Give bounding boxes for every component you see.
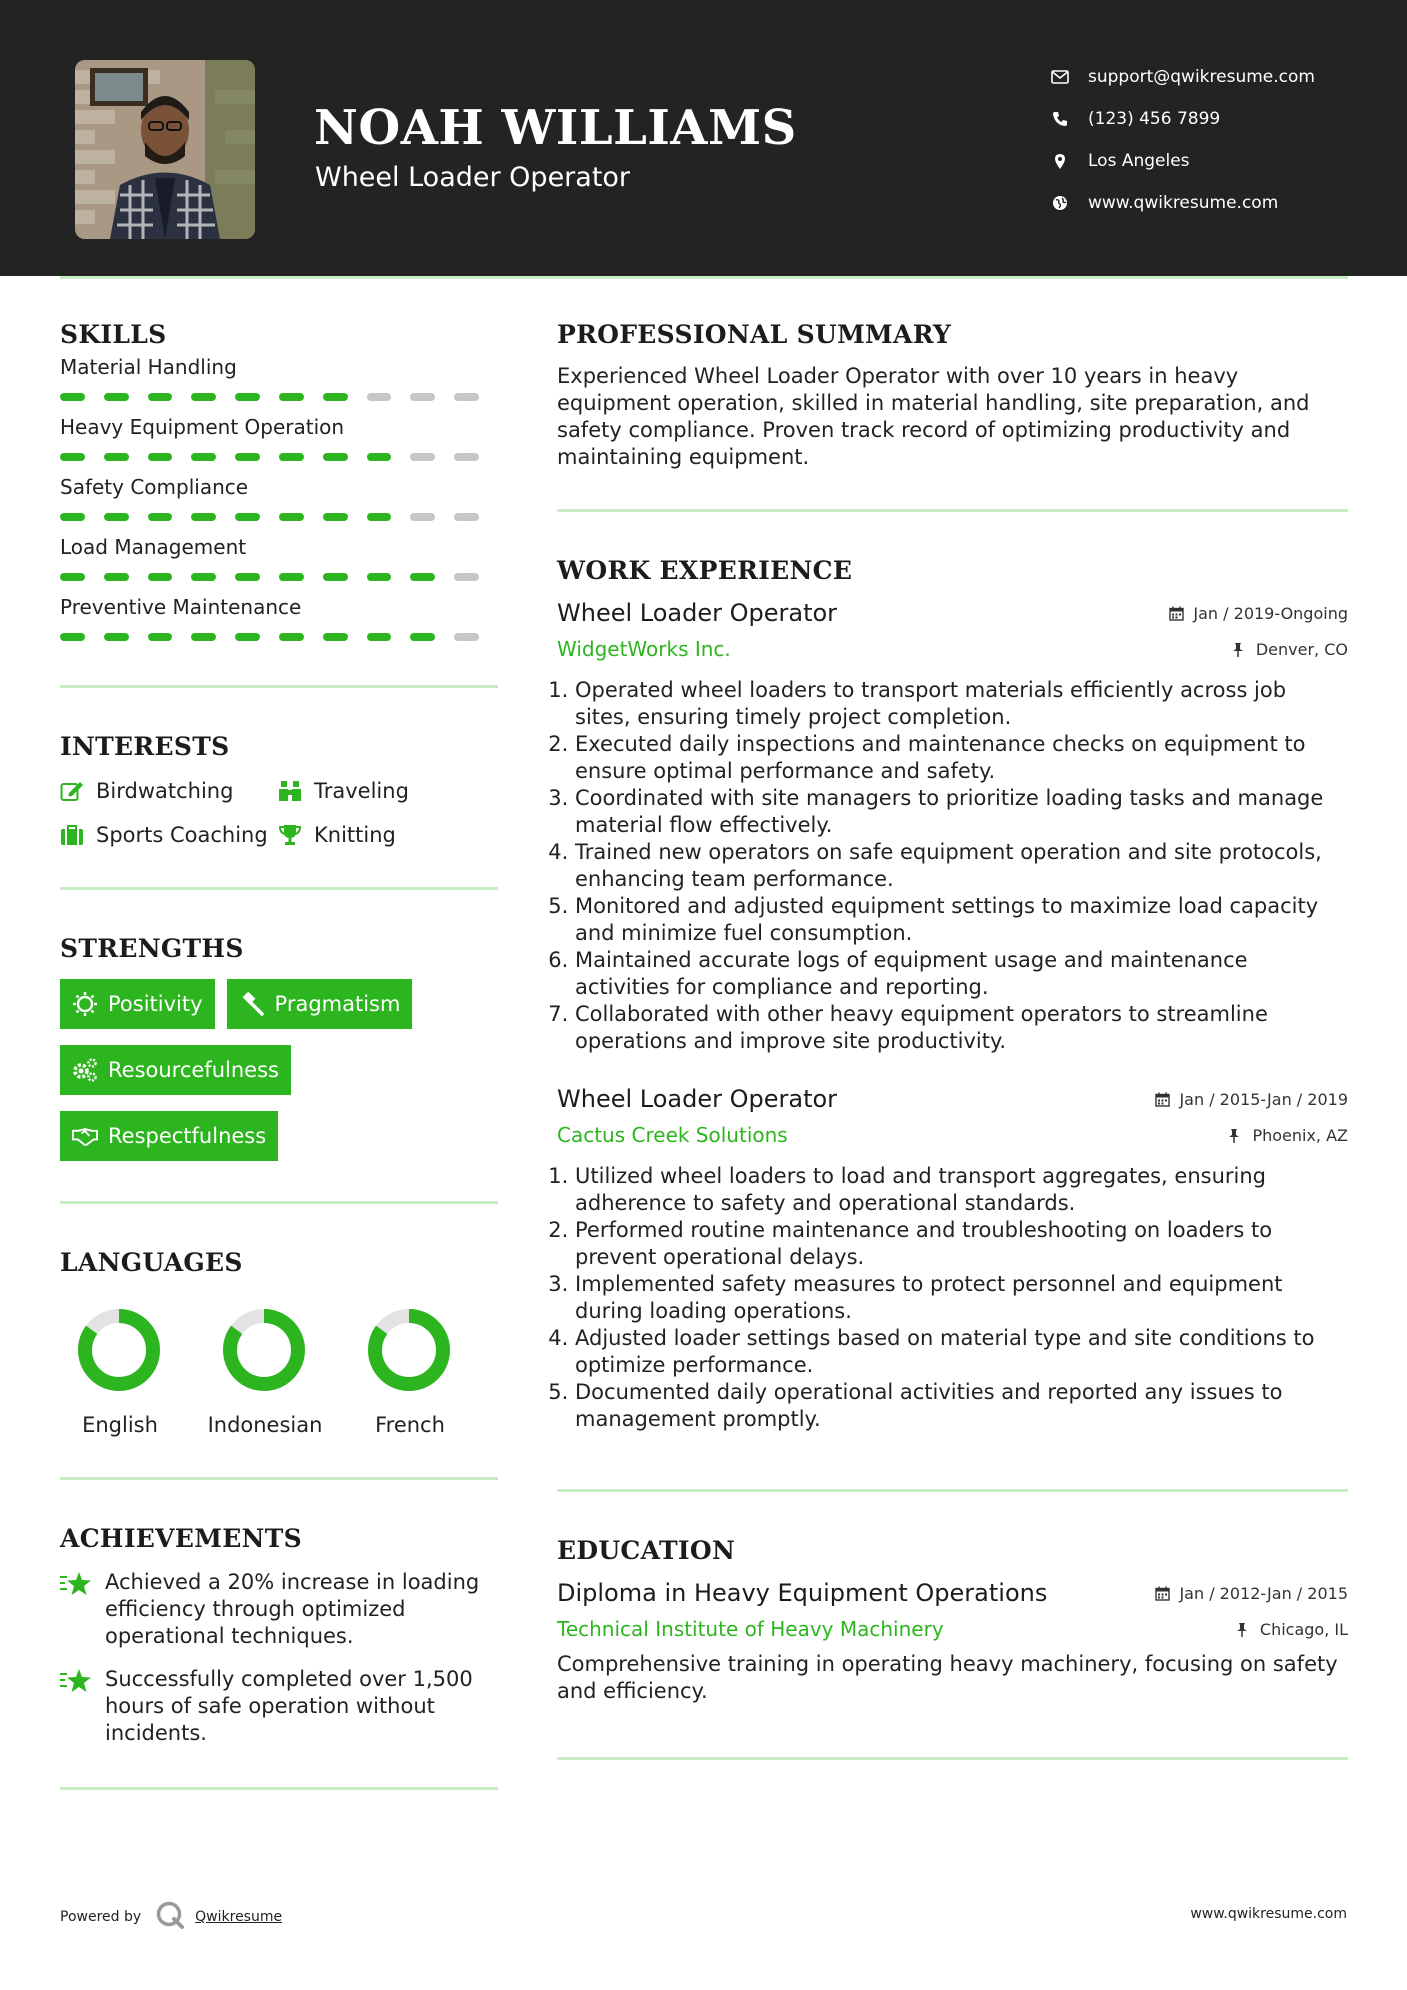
skill-item: [60, 475, 498, 521]
contact-website[interactable]: [1050, 182, 1315, 224]
header-divider: [60, 276, 1348, 279]
skill-dash-empty: [454, 633, 479, 641]
education-dates: [1155, 1584, 1348, 1603]
experience-title: WORK EXPERIENCE: [557, 556, 853, 585]
languages-title: LANGUAGES: [60, 1248, 243, 1277]
skill-dash-filled: [279, 453, 304, 461]
contact-list: [1050, 56, 1315, 224]
globe-icon: [1050, 193, 1070, 213]
language-label: French: [375, 1413, 445, 1437]
strengths-section: [60, 934, 498, 1177]
candidate-name: NOAH WILLIAMS: [314, 100, 797, 156]
star-icon: [60, 1569, 92, 1597]
education-section: [557, 1536, 1348, 1705]
skill-dash-filled: [104, 633, 129, 641]
skill-dash-filled: [148, 513, 173, 521]
cogs-icon: [72, 1057, 98, 1083]
achievements-section: [60, 1524, 498, 1747]
star-icon: [60, 1666, 92, 1694]
skill-dash-filled: [367, 573, 392, 581]
skill-dash-filled: [279, 633, 304, 641]
achievement-item: [60, 1666, 498, 1747]
education-location-text: Chicago, IL: [1259, 1619, 1348, 1639]
skill-dash-filled: [148, 633, 173, 641]
skill-dash-filled: [191, 453, 216, 461]
powered-by-text: Powered by: [60, 1909, 142, 1925]
skill-dash-empty: [410, 513, 435, 521]
skill-label: Material Handling: [60, 355, 237, 379]
calendar-icon: [1169, 606, 1185, 622]
gavel-icon: [239, 991, 265, 1017]
interest-item: [278, 823, 478, 847]
achievement-text: Successfully completed over 1,500 hours of safe operation without incidents.: [105, 1667, 473, 1745]
calendar-icon: [1155, 1586, 1171, 1602]
pushpin-icon: [1236, 1621, 1252, 1637]
skill-dash-filled: [323, 573, 348, 581]
skill-dash-filled: [323, 453, 348, 461]
handshake-icon: [72, 1123, 98, 1149]
job-bullet: 3. Implemented safety measures to protect personnel and equipment during loading operations.: [575, 1271, 1348, 1325]
language-item: [60, 1307, 205, 1437]
section-divider: [60, 887, 498, 890]
job-company: Cactus Creek Solutions: [557, 1123, 788, 1147]
skill-dash-filled: [235, 633, 260, 641]
education-location: [1236, 1620, 1348, 1639]
section-divider: [60, 1787, 498, 1790]
summary-section: [557, 320, 1348, 471]
section-divider: [557, 1757, 1348, 1760]
skill-dash-empty: [454, 393, 479, 401]
strength-badge: [60, 1045, 291, 1095]
interest-label: Birdwatching: [96, 779, 234, 803]
skill-item: [60, 535, 498, 581]
skill-label: Preventive Maintenance: [60, 595, 302, 619]
skill-dash-filled: [323, 633, 348, 641]
strengths-list: [60, 979, 498, 1177]
skill-rating: [60, 453, 498, 461]
job-entry: [557, 599, 1348, 1055]
skill-label: Load Management: [60, 535, 247, 559]
skill-rating: [60, 573, 498, 581]
skill-item: [60, 355, 498, 401]
achievement-text: Achieved a 20% increase in loading efficiency through optimized operational techniques.: [105, 1570, 480, 1648]
skill-dash-filled: [367, 453, 392, 461]
skill-dash-filled: [191, 513, 216, 521]
skill-dash-empty: [454, 513, 479, 521]
language-label: English: [82, 1413, 158, 1437]
qwikresume-logo-icon: [155, 1900, 185, 1934]
job-bullet: 2. Performed routine maintenance and troubleshooting on loaders to prevent operational delays.: [575, 1217, 1348, 1271]
skill-dash-filled: [104, 453, 129, 461]
summary-text: Experienced Wheel Loader Operator with over 10 years in heavy equipment operation, skilled in material handling, site preparation, and safety compliance. Proven track record of optimizing productivity and maintaining equipment.: [557, 364, 1310, 469]
language-gauge: [366, 1307, 452, 1393]
job-dates-text: Jan / 2019-Ongoing: [1193, 604, 1348, 623]
interests-title: INTERESTS: [60, 732, 230, 761]
right-column: [557, 320, 1348, 1760]
language-label: Indonesian: [207, 1413, 323, 1437]
skill-dash-filled: [410, 573, 435, 581]
achievement-item: [60, 1569, 498, 1650]
job-bullet: 4. Adjusted loader settings based on material type and site conditions to optimize performance.: [575, 1325, 1348, 1379]
section-divider: [60, 685, 498, 688]
education-title: EDUCATION: [557, 1536, 736, 1565]
job-role: Wheel Loader Operator: [557, 599, 838, 627]
job-location: [1232, 640, 1348, 659]
profile-photo: [75, 60, 255, 239]
interest-item: [60, 823, 278, 847]
skill-dash-filled: [104, 393, 129, 401]
skill-dash-filled: [367, 513, 392, 521]
section-divider: [60, 1477, 498, 1480]
education-degree: Diploma in Heavy Equipment Operations: [557, 1579, 1048, 1607]
job-dates: [1155, 1090, 1348, 1109]
envelope-icon: [1050, 67, 1070, 87]
job-location-text: Phoenix, AZ: [1252, 1125, 1348, 1145]
skills-title: SKILLS: [60, 320, 167, 349]
contact-phone[interactable]: [1050, 98, 1315, 140]
strength-badge: [60, 979, 215, 1029]
skill-dash-filled: [367, 633, 392, 641]
skill-dash-filled: [235, 573, 260, 581]
job-entry: [557, 1085, 1348, 1433]
footer-powered-by: [60, 1900, 282, 1934]
sun-icon: [72, 991, 98, 1017]
job-bullet: 1. Utilized wheel loaders to load and transport aggregates, ensuring adherence to safety and operational standards.: [575, 1163, 1348, 1217]
strengths-title: STRENGTHS: [60, 934, 244, 963]
pushpin-icon: [1232, 641, 1248, 657]
footer-website[interactable]: www.qwikresume.com: [1190, 1906, 1347, 1922]
contact-email-text: support@qwikresume.com: [1088, 67, 1315, 87]
skill-label: Heavy Equipment Operation: [60, 415, 345, 439]
contact-location-text: Los Angeles: [1088, 151, 1190, 171]
education-description: Comprehensive training in operating heavy machinery, focusing on safety and efficiency.: [557, 1652, 1338, 1703]
job-bullet: 3. Coordinated with site managers to prioritize loading tasks and manage material flow effectively.: [575, 785, 1348, 839]
briefcase-icon: [60, 823, 86, 847]
skill-rating: [60, 393, 498, 401]
education-school: Technical Institute of Heavy Machinery: [557, 1617, 944, 1641]
education-dates-text: Jan / 2012-Jan / 2015: [1179, 1584, 1348, 1603]
interest-label: Traveling: [314, 779, 409, 803]
contact-phone-text: (123) 456 7899: [1088, 109, 1221, 129]
skill-dash-filled: [191, 573, 216, 581]
skill-dash-filled: [60, 573, 85, 581]
binoculars-icon: [278, 779, 304, 803]
skill-dash-empty: [410, 453, 435, 461]
achievements-title: ACHIEVEMENTS: [60, 1524, 302, 1553]
skill-dash-filled: [279, 393, 304, 401]
skill-dash-filled: [60, 393, 85, 401]
trophy-icon: [278, 823, 304, 847]
job-bullet: 5. Documented daily operational activities and reported any issues to management promptly.: [575, 1379, 1348, 1433]
job-dates: [1169, 604, 1348, 623]
qwikresume-link[interactable]: Qwikresume: [195, 1909, 283, 1925]
map-pin-icon: [1050, 151, 1070, 171]
skill-dash-filled: [191, 633, 216, 641]
job-bullet: 5. Monitored and adjusted equipment settings to maximize load capacity and minimize fuel consumption.: [575, 893, 1348, 947]
job-bullets: [557, 1163, 1348, 1433]
skill-dash-filled: [279, 513, 304, 521]
section-divider: [557, 1489, 1348, 1492]
interests-section: [60, 732, 498, 847]
skill-item: [60, 595, 498, 641]
skill-dash-empty: [410, 393, 435, 401]
skill-dash-empty: [454, 573, 479, 581]
job-location-text: Denver, CO: [1255, 639, 1348, 659]
job-bullet: 1. Operated wheel loaders to transport materials efficiently across job sites, ensuring timely project completion.: [575, 677, 1348, 731]
skills-list: [60, 355, 498, 641]
job-dates-text: Jan / 2015-Jan / 2019: [1179, 1090, 1348, 1109]
candidate-title: Wheel Loader Operator: [315, 162, 631, 193]
summary-title: PROFESSIONAL SUMMARY: [557, 320, 952, 349]
job-bullets: [557, 677, 1348, 1055]
phone-icon: [1050, 109, 1070, 129]
contact-website-text: www.qwikresume.com: [1088, 193, 1279, 213]
strength-label: Positivity: [108, 992, 203, 1016]
skill-dash-filled: [148, 453, 173, 461]
strength-label: Respectfulness: [108, 1124, 267, 1148]
skill-dash-filled: [60, 453, 85, 461]
skill-dash-empty: [454, 453, 479, 461]
skill-dash-filled: [323, 393, 348, 401]
language-item: [350, 1307, 495, 1437]
interests-list: [60, 779, 498, 847]
language-gauge: [76, 1307, 162, 1393]
job-company: WidgetWorks Inc.: [557, 637, 731, 661]
skill-dash-filled: [235, 513, 260, 521]
job-location: [1228, 1126, 1348, 1145]
skill-rating: [60, 513, 498, 521]
interest-label: Knitting: [314, 823, 396, 847]
interest-item: [278, 779, 478, 803]
languages-section: [60, 1248, 498, 1437]
strength-badge: [60, 1111, 278, 1161]
skill-rating: [60, 633, 498, 641]
interest-item: [60, 779, 278, 803]
strength-badge: [227, 979, 413, 1029]
language-gauge: [221, 1307, 307, 1393]
section-divider: [60, 1201, 498, 1204]
interest-label: Sports Coaching: [96, 823, 268, 847]
skill-dash-filled: [60, 513, 85, 521]
job-role: Wheel Loader Operator: [557, 1085, 838, 1113]
skill-item: [60, 415, 498, 461]
strength-label: Pragmatism: [274, 992, 401, 1016]
skill-dash-filled: [235, 453, 260, 461]
job-bullet: 7. Collaborated with other heavy equipment operators to streamline operations and improve site productivity.: [575, 1001, 1348, 1055]
skill-dash-filled: [104, 573, 129, 581]
edit-icon: [60, 779, 86, 803]
left-column: [60, 320, 498, 1790]
contact-location: [1050, 140, 1315, 182]
language-item: [205, 1307, 350, 1437]
skill-dash-filled: [60, 633, 85, 641]
skill-dash-filled: [148, 573, 173, 581]
section-divider: [557, 509, 1348, 512]
experience-section: [557, 556, 1348, 1433]
skill-dash-filled: [148, 393, 173, 401]
skill-dash-filled: [410, 633, 435, 641]
skill-dash-filled: [323, 513, 348, 521]
strength-label: Resourcefulness: [108, 1058, 279, 1082]
pushpin-icon: [1228, 1127, 1244, 1143]
resume-header: [0, 0, 1407, 276]
skill-dash-filled: [191, 393, 216, 401]
job-bullet: 4. Trained new operators on safe equipment operation and site protocols, enhancing team performance.: [575, 839, 1348, 893]
skill-dash-filled: [104, 513, 129, 521]
skill-dash-filled: [279, 573, 304, 581]
skill-dash-empty: [367, 393, 392, 401]
contact-email[interactable]: [1050, 56, 1315, 98]
languages-list: [60, 1307, 498, 1437]
job-bullet: 2. Executed daily inspections and maintenance checks on equipment to ensure optimal performance and safety.: [575, 731, 1348, 785]
job-bullet: 6. Maintained accurate logs of equipment usage and maintenance activities for compliance and reporting.: [575, 947, 1348, 1001]
skill-label: Safety Compliance: [60, 475, 249, 499]
skills-section: [60, 320, 498, 641]
skill-dash-filled: [235, 393, 260, 401]
calendar-icon: [1155, 1092, 1171, 1108]
